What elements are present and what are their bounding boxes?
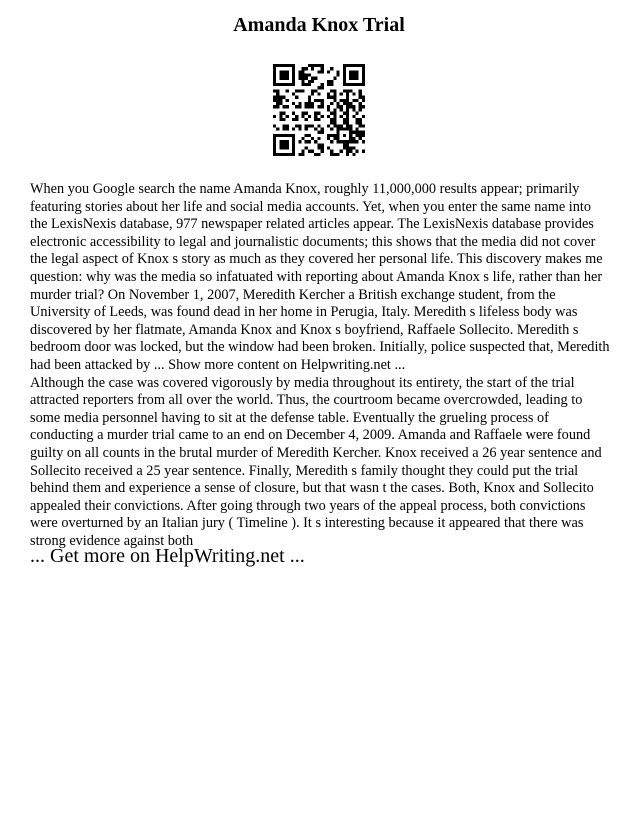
paragraph-1: When you Google search the name Amanda Knox, roughly 11,000,000 results appear; primarily featuring stories about her life and social media accounts. Yet, when you enter the same name into the LexisNexis database, 977 newspaper related articles appear. The LexisNexis database provides electronic accessibility to legal and journalistic documents; this shows that the media did not cover the legal aspect of Knox s story as much as they covered her personal life. This discovery makes me question: why was the media so infatuated with reporting about Amanda Knox s life, rather than her murder trial? On November 1, 2007, Meredith Kercher a British exchange student, from the University of Leeds, was found dead in her home in Perugia, Italy. Meredith s lifeless body was discovered by her flatmate, Amanda Knox and Knox s boyfriend, Raffaele Sollecito. Meredith s bedroom door was locked, but the window had been broken. Initially, police suspected that, Meredith had been attacked by ... Show more content on Helpwriting.net ... — [30, 181, 610, 373]
qr-code-graphic — [273, 64, 365, 156]
get-more-link[interactable]: ... Get more on HelpWriting.net ... — [30, 545, 305, 567]
article-body — [30, 181, 610, 550]
paragraph-2: Although the case was covered vigorously by media throughout its entirety, the start of the trial attracted reporters from all over the world. Thus, the courtroom became overcrowded, leading to some media personnel having to sit at the defense table. Eventually the grueling process of conducting a murder trial came to an end on December 4, 2009. Amanda and Raffaele were found guilty on all counts in the brutal murder of Meredith Kercher. Knox received a 26 year sentence and Sollecito received a 25 year sentence. Finally, Meredith s family thought they could put the trial behind them and experience a sense of closure, but that wasn t the cases. Both, Knox and Sollecito appealed their convictions. After going through two years of the appeal process, both convictions were overturned by an Italian jury ( Timeline ). It s interesting because it appeared that there was strong evidence against both — [30, 374, 602, 549]
qr-code-icon[interactable] — [273, 64, 365, 156]
document-title: Amanda Knox Trial — [233, 14, 405, 36]
